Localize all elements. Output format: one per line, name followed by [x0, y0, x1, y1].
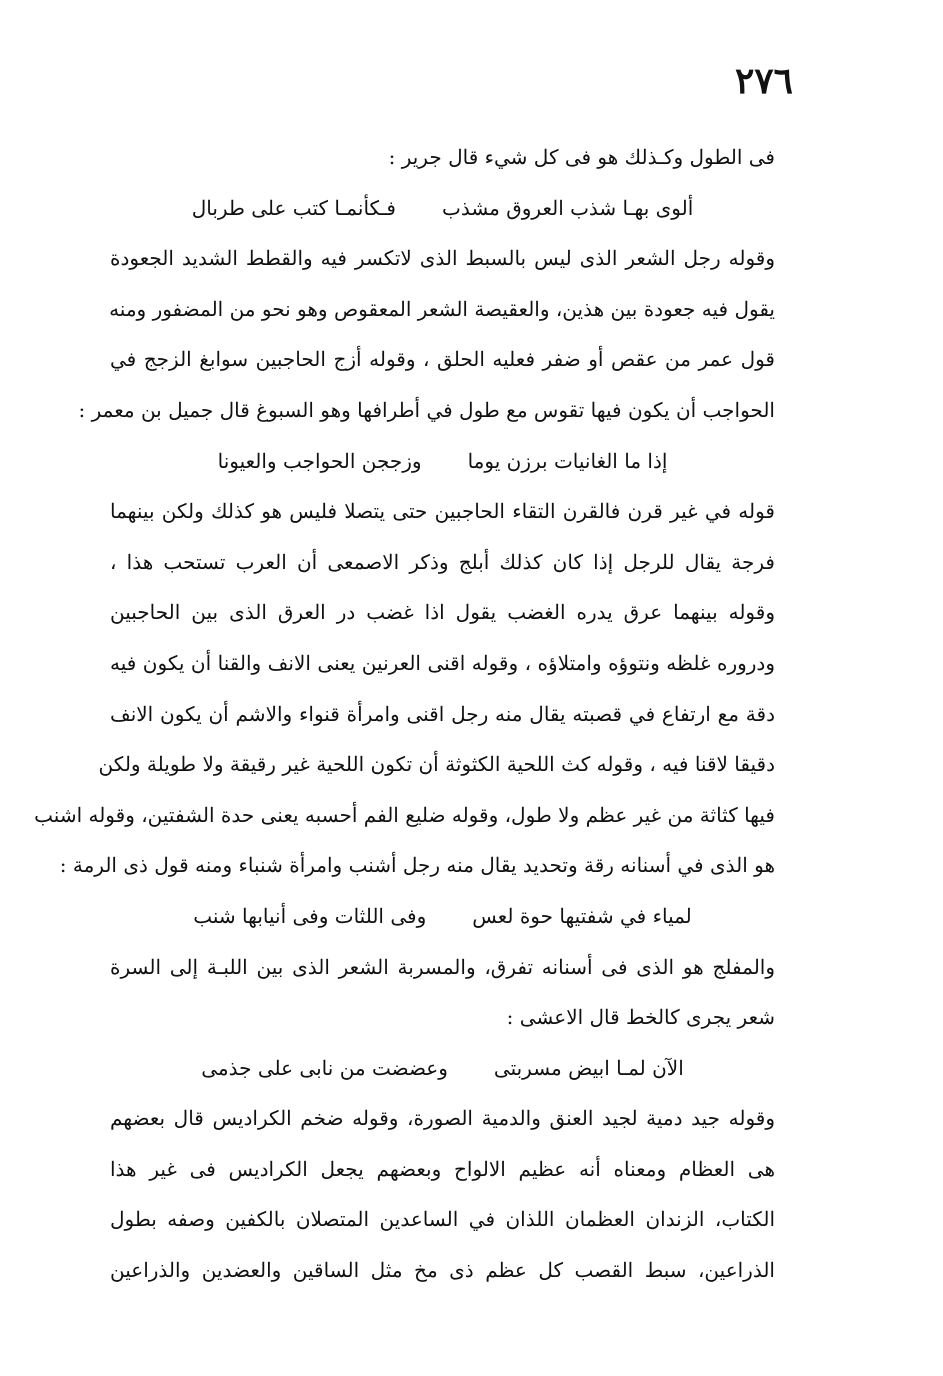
- text-line: قوله في غير قرن فالقرن التقاء الحاجبين حتى يتصلا فليس هو كذلك ولكن بينهما: [110, 499, 775, 524]
- text-line: دقيقا لاقنا فيه ، وقوله كث اللحية الكثوثة أن تكون اللحية غير رقيقة ولا طويلة ولكن: [98, 752, 775, 777]
- verse-first-hemistich: إذا ما الغانيات برزن يوما: [467, 448, 668, 473]
- verse-second-hemistich: وعضضت من نابى على جذمى: [201, 1055, 448, 1080]
- text-line: هو الذى في أسنانه رقة وتحديد يقال منه رجل أشنب وامرأة شنباء ومنه قول ذى الرمة :: [59, 853, 775, 878]
- text-line: هى العظام ومعناه أنه عظيم الالواح وبعضهم يجعل الكراديس فى غير هذا: [110, 1156, 775, 1181]
- text-line: والمفلج هو الذى فى أسنانه تفرق، والمسربة الشعر الذى بين اللبـة إلى السرة: [110, 954, 775, 979]
- verse-line: [110, 1043, 775, 1094]
- text-line: وقوله بينهما عرق يدره الغضب يقول اذا غضب در العرق الذى بين الحاجبين: [110, 600, 775, 625]
- verse-second-hemistich: وزججن الحواجب والعيونا: [217, 448, 422, 473]
- verse-first-hemistich: الآن لمـا ابيض مسربتى: [493, 1055, 684, 1080]
- text-line: وقوله جيد دمية لجيد العنق والدمية الصورة، وقوله ضخم الكراديس قال بعضهم: [110, 1106, 775, 1131]
- page-number: ٢٧٦: [734, 60, 793, 102]
- text-line: الحواجب أن يكون فيها تقوس مع طول في أطرافها وهو السبوغ قال جميل بن معمر :: [78, 397, 775, 422]
- page-body: [34, 132, 776, 1296]
- verse-first-hemistich: لمياء في شفتيها حوة لعس: [472, 903, 692, 928]
- text-line: فرجة يقال للرجل إذا كان كذلك أبلج وذكر الاصمعى أن العرب تستحب هذا ،: [110, 549, 775, 574]
- text-line: الكتاب، الزندان العظمان اللذان في الساعدين المتصلان بالكفين وصفه بطول: [110, 1207, 776, 1232]
- verse-second-hemistich: فـكأنمـا كتب على طربال: [191, 195, 396, 220]
- text-line: فيها كثاثة من غير عظم ولا طول، وقوله ضليع الفم أحسبه يعنى حدة الشفتين، وقوله اشنب: [34, 802, 775, 827]
- text-line: فى الطول وكـذلك هو فى كل شيء قال جرير :: [388, 145, 775, 169]
- verse-second-hemistich: وفى اللثات وفى أنيابها شنب: [193, 903, 427, 928]
- verse-line: [110, 891, 775, 942]
- text-line: دقة مع ارتفاع في قصبته يقال منه رجل اقنى وامرأة قنواء والاشم أن يكون الانف: [110, 701, 775, 726]
- text-line: ودروره غلظه ونتوؤه وامتلاؤه ، وقوله اقنى العرنين يعنى الانف والقنا أن يكون فيه: [110, 650, 775, 675]
- text-line: وقوله رجل الشعر الذى ليس بالسبط الذى لاتكسر فيه والقطط الشديد الجعودة: [110, 246, 775, 271]
- verse-line: [110, 183, 775, 234]
- verse-line: [110, 436, 775, 487]
- text-line: قول عمر من عقص أو ضفر فعليه الحلق ، وقوله أزج الحاجبين سوابغ الزجج في: [110, 347, 775, 372]
- text-line: يقول فيه جعودة بين هذين، والعقيصة الشعر المعقوص وهو نحو من المضفور ومنه: [109, 296, 775, 321]
- text-line: شعر يجرى كالخط قال الاعشى :: [506, 1005, 775, 1030]
- text-line: الذراعين، سبط القصب كل عظم ذى مخ مثل الساقين والعضدين والذراعين: [110, 1258, 775, 1283]
- verse-first-hemistich: ألوى بهـا شذب العروق مشذب: [442, 195, 694, 220]
